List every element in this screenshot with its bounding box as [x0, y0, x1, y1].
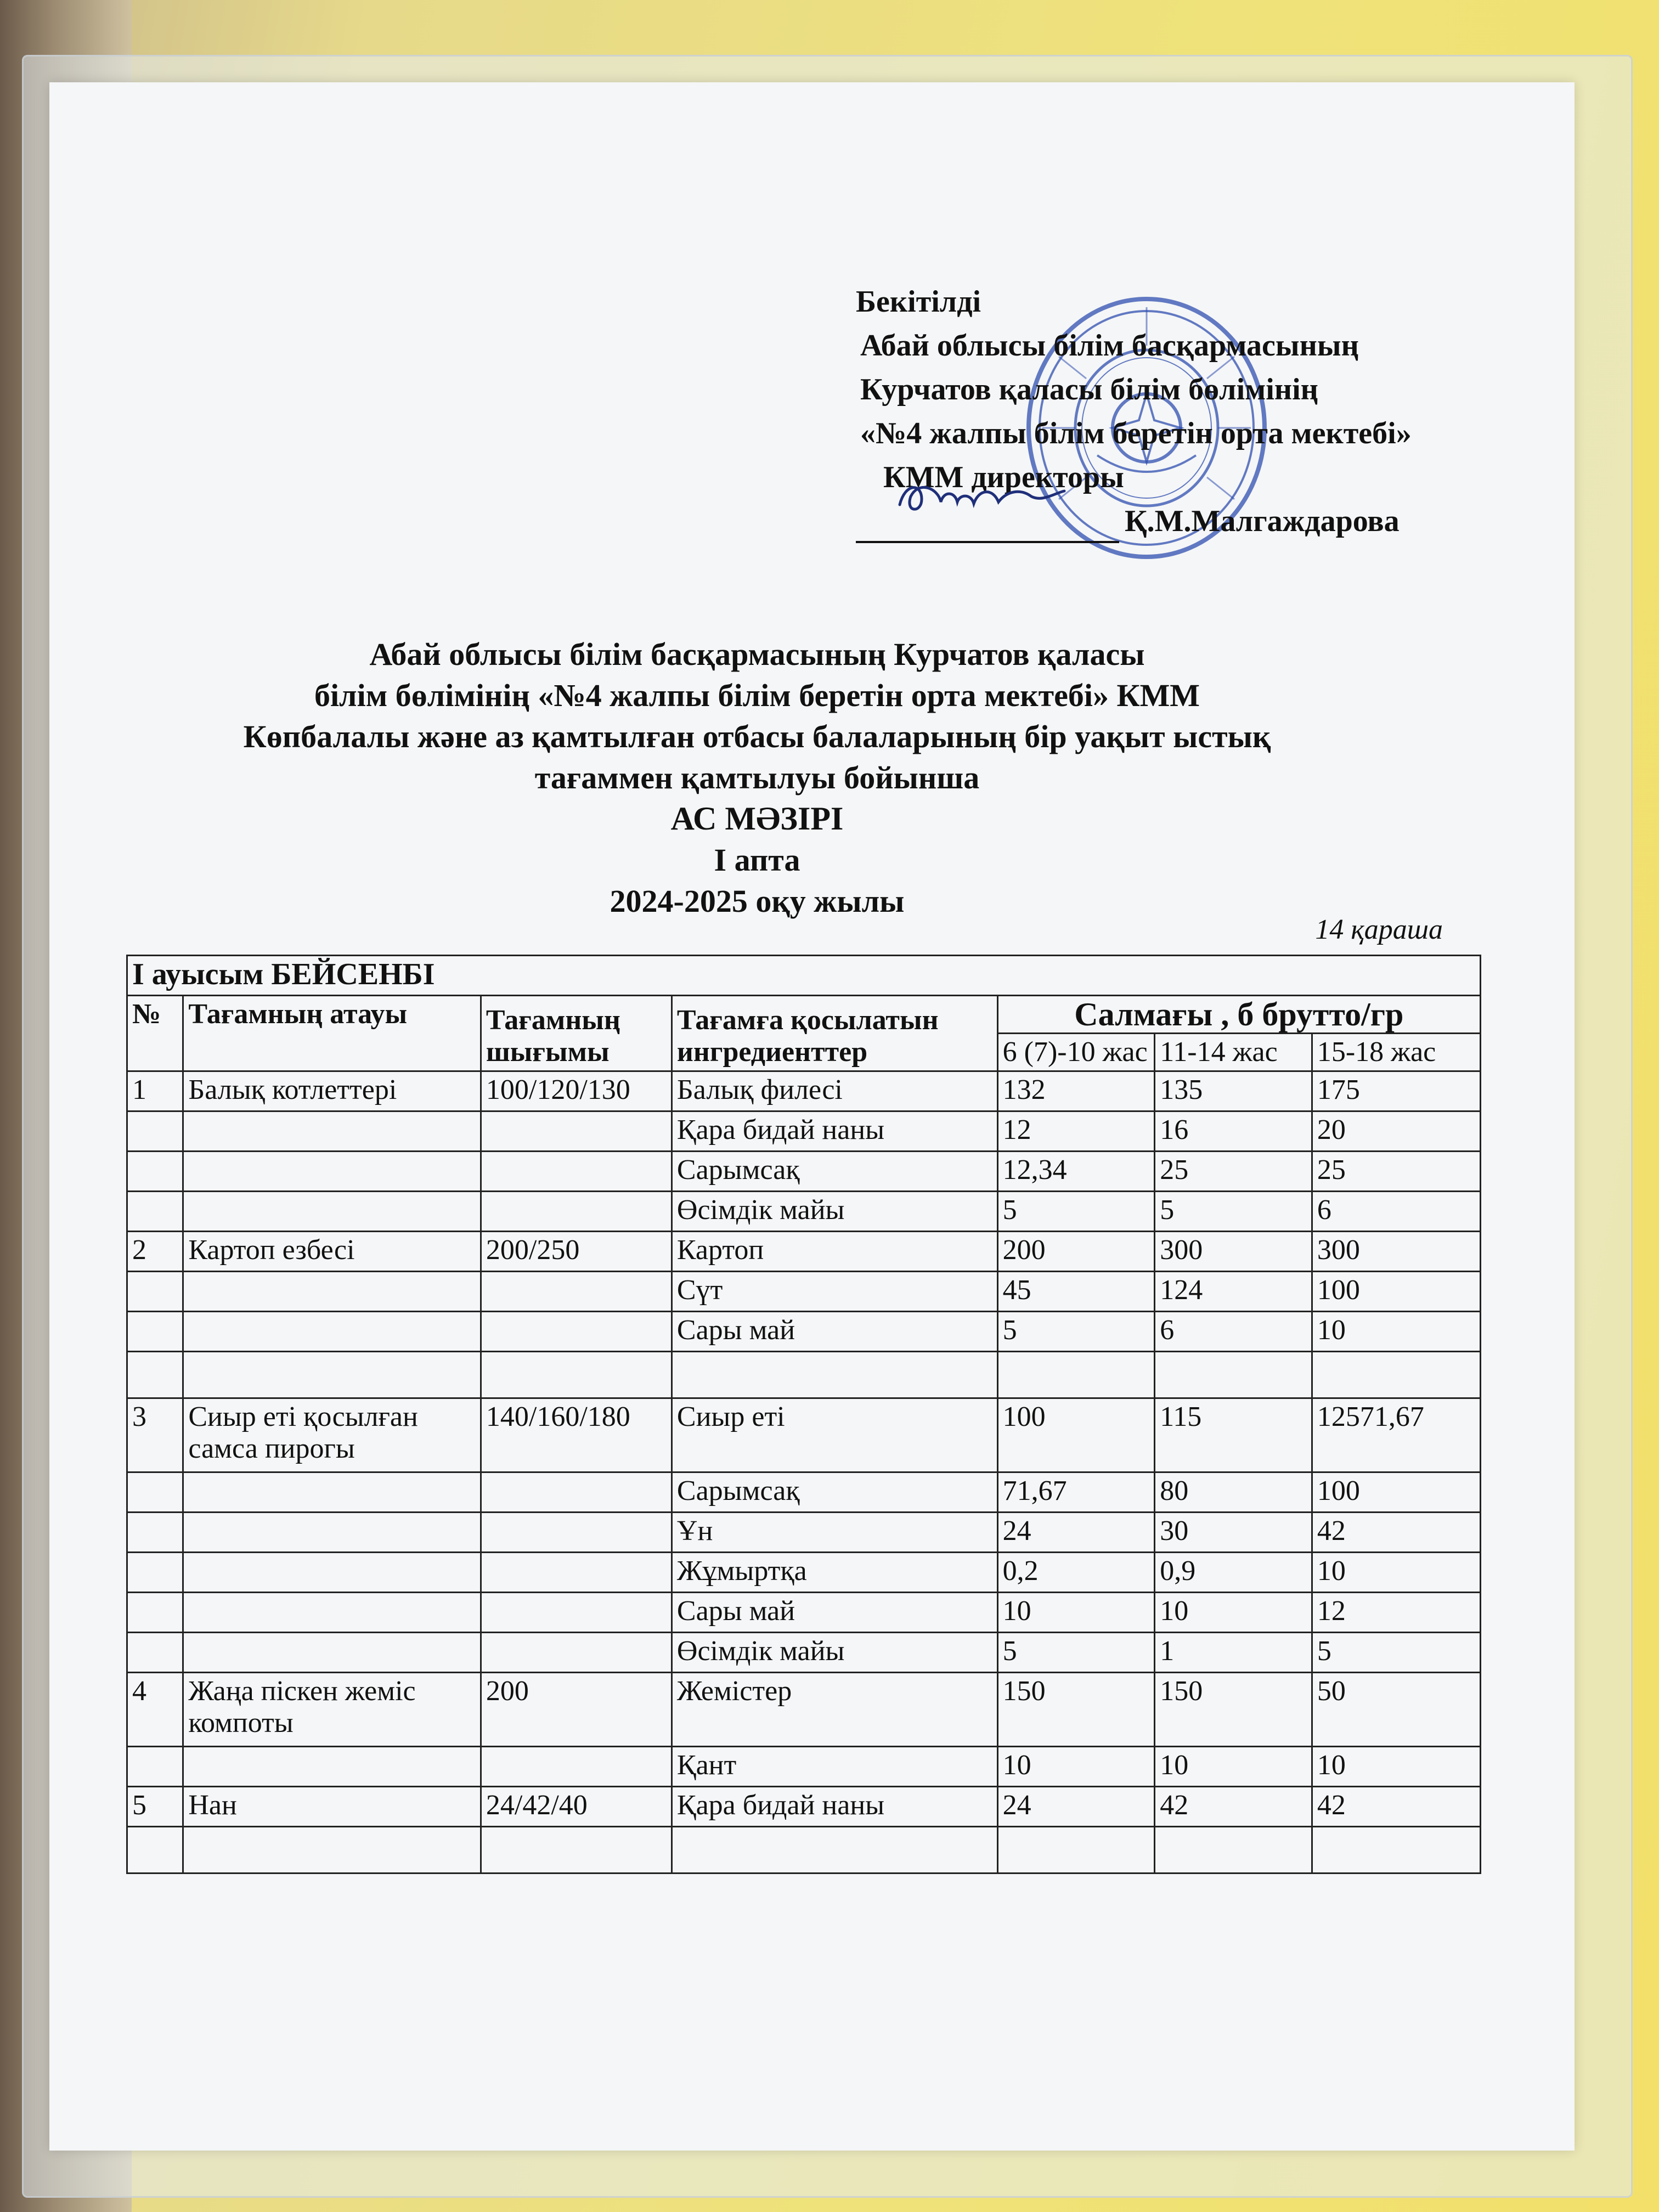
cell-no: 4: [127, 1673, 183, 1747]
cell-yield: [481, 1553, 672, 1593]
cell-weight-age3: 100: [1312, 1472, 1480, 1513]
cell-weight-age1: 12: [997, 1111, 1155, 1152]
cell-weight-age2: 10: [1155, 1747, 1312, 1787]
cell-dish-name: Жаңа піскен жеміс компоты: [183, 1673, 481, 1747]
cell-weight-age3: 12: [1312, 1593, 1480, 1633]
table-row: [127, 1633, 1481, 1673]
cell-dish-name: [183, 1352, 481, 1398]
cell-weight-age2: 30: [1155, 1513, 1312, 1553]
cell-no: [127, 1352, 183, 1398]
table-row: [127, 1352, 1481, 1398]
cell-yield: [481, 1472, 672, 1513]
cell-weight-age3: 42: [1312, 1513, 1480, 1553]
cell-weight-age3: 100: [1312, 1272, 1480, 1312]
approval-line: Курчатов қаласы білім бөлімінің: [860, 373, 1318, 407]
cell-weight-age2: 42: [1155, 1787, 1312, 1827]
cell-dish-name: [183, 1827, 481, 1874]
cell-dish-name: [183, 1312, 481, 1352]
cell-weight-age1: 5: [997, 1192, 1155, 1232]
cell-ingredient: Сары май: [672, 1312, 997, 1352]
column-header-no: №: [127, 996, 183, 1071]
cell-weight-age3: 5: [1312, 1633, 1480, 1673]
approval-line: КММ директоры: [883, 460, 1124, 494]
cell-no: [127, 1111, 183, 1152]
cell-ingredient: Сиыр еті: [672, 1398, 997, 1472]
cell-weight-age2: 80: [1155, 1472, 1312, 1513]
cell-dish-name: Балық котлеттері: [183, 1071, 481, 1111]
cell-ingredient: Қара бидай наны: [672, 1787, 997, 1827]
cell-ingredient: Балық филесі: [672, 1071, 997, 1111]
title-line: Көпбалалы және аз қамтылған отбасы балаларының бір уақыт ыстық: [243, 719, 1271, 754]
shift-header: І ауысым БЕЙСЕНБІ: [127, 956, 1481, 996]
cell-weight-age3: 12571,67: [1312, 1398, 1480, 1472]
cell-weight-age1: 45: [997, 1272, 1155, 1312]
cell-weight-age2: 150: [1155, 1673, 1312, 1747]
cell-no: 3: [127, 1398, 183, 1472]
cell-yield: 200: [481, 1673, 672, 1747]
cell-ingredient: Сарымсақ: [672, 1472, 997, 1513]
cell-ingredient: [672, 1352, 997, 1398]
cell-weight-age3: 50: [1312, 1673, 1480, 1747]
cell-weight-age2: 10: [1155, 1593, 1312, 1633]
cell-weight-age2: 25: [1155, 1152, 1312, 1192]
cell-yield: [481, 1352, 672, 1398]
cell-yield: [481, 1192, 672, 1232]
title-line: Абай облысы білім басқармасының Курчатов қаласы: [369, 636, 1145, 672]
cell-weight-age3: 300: [1312, 1232, 1480, 1272]
cell-weight-age1: 24: [997, 1787, 1155, 1827]
cell-dish-name: [183, 1747, 481, 1787]
menu-heading: АС МӘЗІРІ: [670, 800, 844, 837]
table-row: [127, 1747, 1481, 1787]
table-row: [127, 1593, 1481, 1633]
cell-dish-name: [183, 1513, 481, 1553]
cell-ingredient: Ұн: [672, 1513, 997, 1553]
cell-weight-age1: 200: [997, 1232, 1155, 1272]
cell-yield: [481, 1111, 672, 1152]
table-row: [127, 1398, 1481, 1472]
column-header-age: 15-18 жас: [1312, 1034, 1480, 1071]
approval-line: Абай облысы білім басқармасының: [860, 329, 1359, 363]
cell-weight-age1: 10: [997, 1593, 1155, 1633]
column-header-name: Тағамның атауы: [183, 996, 481, 1071]
table-row: [127, 1111, 1481, 1152]
cell-weight-age1: 5: [997, 1312, 1155, 1352]
cell-ingredient: Жемістер: [672, 1673, 997, 1747]
cell-no: [127, 1747, 183, 1787]
cell-weight-age2: 6: [1155, 1312, 1312, 1352]
document-title: [132, 634, 1383, 922]
table-row: [127, 1232, 1481, 1272]
cell-weight-age2: 300: [1155, 1232, 1312, 1272]
cell-dish-name: [183, 1633, 481, 1673]
cell-weight-age1: 12,34: [997, 1152, 1155, 1192]
cell-weight-age2: 5: [1155, 1192, 1312, 1232]
academic-year: 2024-2025 оқу жылы: [610, 883, 905, 919]
cell-weight-age1: 100: [997, 1398, 1155, 1472]
cell-dish-name: [183, 1593, 481, 1633]
cell-weight-age2: [1155, 1827, 1312, 1874]
cell-yield: [481, 1747, 672, 1787]
table-row: [127, 1472, 1481, 1513]
cell-no: 5: [127, 1787, 183, 1827]
table-row: [127, 1152, 1481, 1192]
cell-ingredient: Картоп: [672, 1232, 997, 1272]
cell-yield: 24/42/40: [481, 1787, 672, 1827]
cell-weight-age3: [1312, 1827, 1480, 1874]
title-line: білім бөлімінің «№4 жалпы білім беретін орта мектебі» КММ: [314, 678, 1200, 713]
cell-dish-name: [183, 1472, 481, 1513]
cell-weight-age3: 25: [1312, 1152, 1480, 1192]
cell-no: [127, 1472, 183, 1513]
cell-no: [127, 1593, 183, 1633]
cell-weight-age3: 20: [1312, 1111, 1480, 1152]
cell-weight-age2: 124: [1155, 1272, 1312, 1312]
menu-table: [126, 955, 1481, 1874]
cell-ingredient: [672, 1827, 997, 1874]
cell-no: 2: [127, 1232, 183, 1272]
cell-weight-age1: 71,67: [997, 1472, 1155, 1513]
table-row: [127, 1827, 1481, 1874]
cell-weight-age2: 16: [1155, 1111, 1312, 1152]
table-row: [127, 1673, 1481, 1747]
cell-yield: [481, 1513, 672, 1553]
table-row: [127, 1192, 1481, 1232]
cell-no: [127, 1192, 183, 1232]
approval-line: «№4 жалпы білім беретін орта мектебі»: [860, 416, 1412, 450]
table-row: [127, 1553, 1481, 1593]
cell-ingredient: Қант: [672, 1747, 997, 1787]
cell-weight-age1: 5: [997, 1633, 1155, 1673]
cell-weight-age2: 135: [1155, 1071, 1312, 1111]
table-row: [127, 1071, 1481, 1111]
cell-weight-age2: 1: [1155, 1633, 1312, 1673]
cell-dish-name: [183, 1192, 481, 1232]
cell-yield: 140/160/180: [481, 1398, 672, 1472]
table-row: [127, 1312, 1481, 1352]
column-header-yield: Тағамның шығымы: [481, 996, 672, 1071]
table-row: [127, 1787, 1481, 1827]
cell-weight-age2: 115: [1155, 1398, 1312, 1472]
cell-no: [127, 1633, 183, 1673]
cell-ingredient: Қара бидай наны: [672, 1111, 997, 1152]
cell-yield: [481, 1593, 672, 1633]
signer-name: Қ.М.Малгаждарова: [1125, 504, 1400, 538]
handwritten-signature-icon: [889, 472, 1070, 521]
cell-weight-age1: 150: [997, 1673, 1155, 1747]
cell-weight-age3: 10: [1312, 1553, 1480, 1593]
cell-dish-name: [183, 1272, 481, 1312]
cell-weight-age1: 24: [997, 1513, 1155, 1553]
table-row: [127, 1513, 1481, 1553]
column-header-age: 6 (7)-10 жас: [997, 1034, 1155, 1071]
cell-ingredient: Өсімдік майы: [672, 1633, 997, 1673]
column-header-age: 11-14 жас: [1155, 1034, 1312, 1071]
cell-no: [127, 1152, 183, 1192]
column-header-weight: Салмағы , б брутто/гр: [997, 996, 1480, 1034]
cell-weight-age2: 0,9: [1155, 1553, 1312, 1593]
cell-dish-name: [183, 1553, 481, 1593]
cell-yield: [481, 1312, 672, 1352]
cell-dish-name: Нан: [183, 1787, 481, 1827]
cell-no: [127, 1827, 183, 1874]
cell-no: [127, 1272, 183, 1312]
cell-no: [127, 1513, 183, 1553]
table-row: [127, 1272, 1481, 1312]
cell-ingredient: Жұмыртқа: [672, 1553, 997, 1593]
cell-dish-name: Картоп езбесі: [183, 1232, 481, 1272]
title-line: тағаммен қамтылуы бойынша: [534, 760, 980, 795]
cell-dish-name: Сиыр еті қосылған самса пирогы: [183, 1398, 481, 1472]
cell-dish-name: [183, 1152, 481, 1192]
cell-dish-name: [183, 1111, 481, 1152]
cell-no: [127, 1553, 183, 1593]
approval-title: Бекітілді: [856, 285, 981, 319]
cell-weight-age1: 132: [997, 1071, 1155, 1111]
cell-ingredient: Сары май: [672, 1593, 997, 1633]
cell-yield: [481, 1827, 672, 1874]
cell-weight-age3: 42: [1312, 1787, 1480, 1827]
cell-weight-age1: 0,2: [997, 1553, 1155, 1593]
cell-yield: 200/250: [481, 1232, 672, 1272]
cell-ingredient: Өсімдік майы: [672, 1192, 997, 1232]
cell-weight-age1: [997, 1352, 1155, 1398]
cell-weight-age1: [997, 1827, 1155, 1874]
date-label: 14 қараша: [1315, 914, 1443, 945]
column-header-ingredients: Тағамға қосылатын ингредиенттер: [672, 996, 997, 1071]
cell-weight-age3: 175: [1312, 1071, 1480, 1111]
cell-yield: [481, 1152, 672, 1192]
cell-no: [127, 1312, 183, 1352]
cell-yield: [481, 1272, 672, 1312]
cell-yield: [481, 1633, 672, 1673]
cell-weight-age1: 10: [997, 1747, 1155, 1787]
cell-no: 1: [127, 1071, 183, 1111]
week-label: І апта: [714, 842, 800, 878]
cell-ingredient: Сүт: [672, 1272, 997, 1312]
cell-weight-age3: 6: [1312, 1192, 1480, 1232]
cell-weight-age3: 10: [1312, 1312, 1480, 1352]
cell-ingredient: Сарымсақ: [672, 1152, 997, 1192]
cell-weight-age3: 10: [1312, 1747, 1480, 1787]
cell-weight-age3: [1312, 1352, 1480, 1398]
cell-weight-age2: [1155, 1352, 1312, 1398]
cell-yield: 100/120/130: [481, 1071, 672, 1111]
